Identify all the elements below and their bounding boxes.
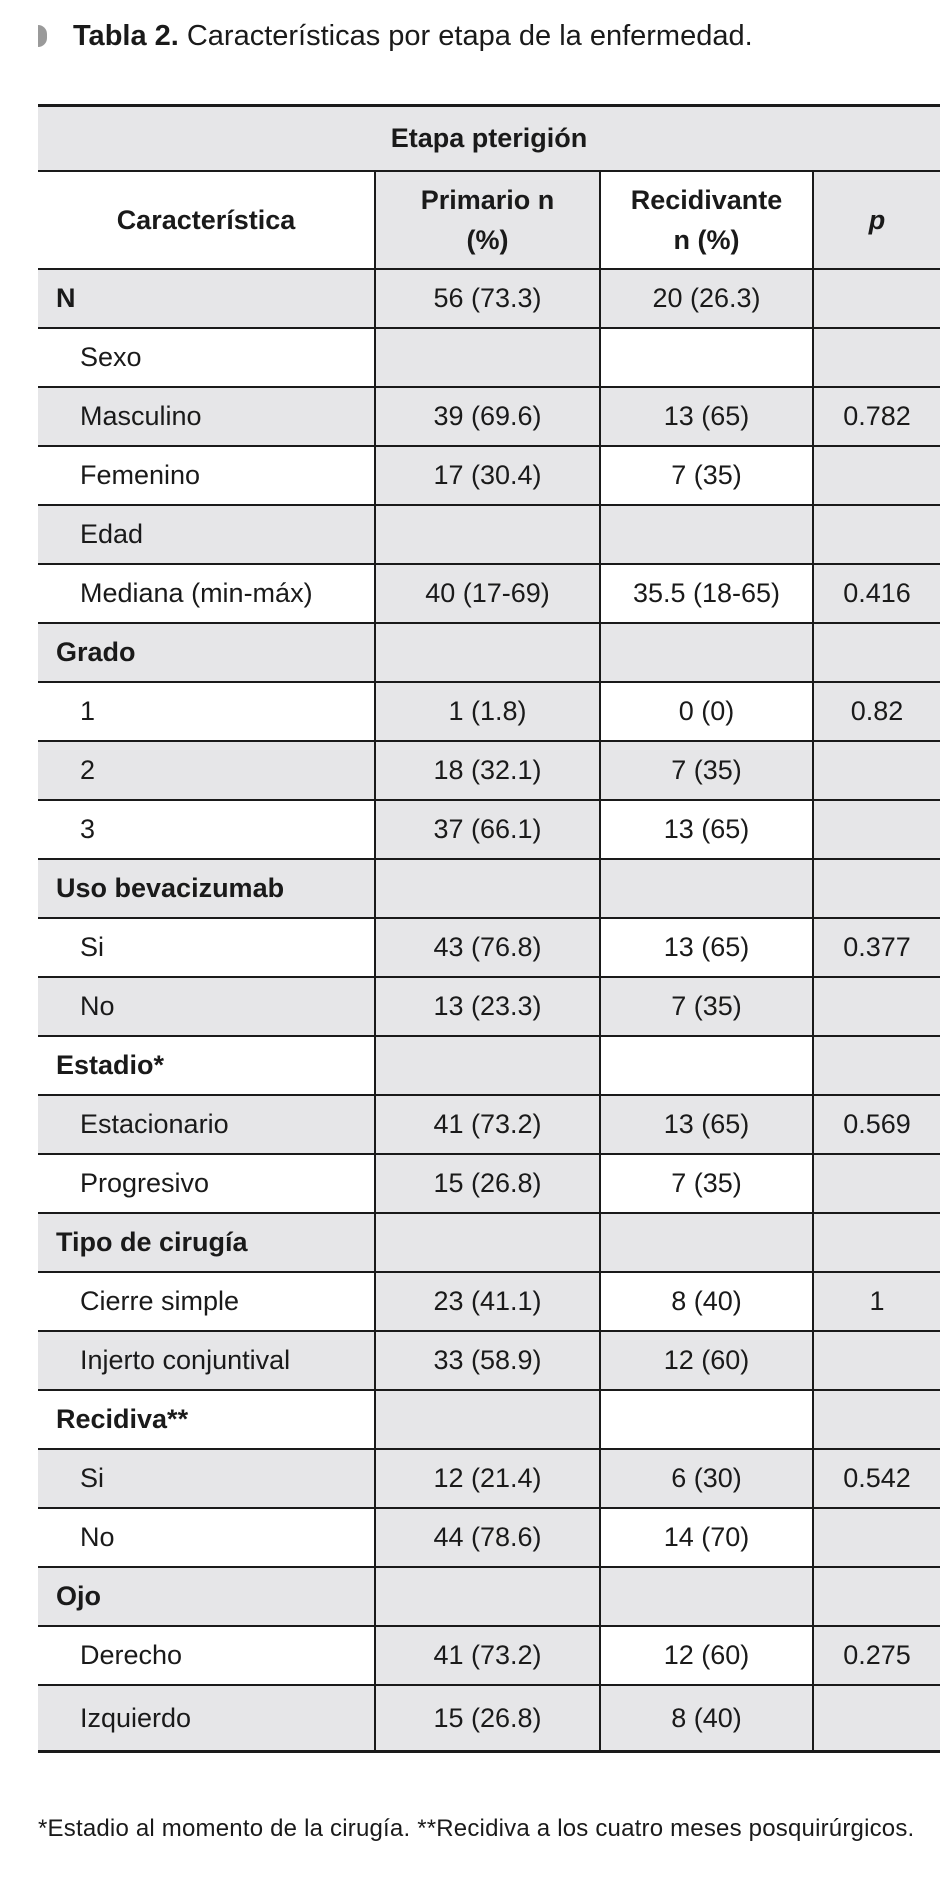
table-row [38,328,940,387]
cell-p [813,800,940,859]
table-row [38,1508,940,1567]
row-label: Femenino [38,446,375,505]
group-header-row [38,106,940,172]
row-label: No [38,1508,375,1567]
cell-primario: 13 (23.3) [375,977,600,1036]
table-row [38,446,940,505]
cell-primario: 12 (21.4) [375,1449,600,1508]
caption-label: Tabla 2. [73,19,179,52]
header-recidivante-line1: Recidivante [630,185,783,215]
table-row [38,1685,940,1752]
cell-p: 0.416 [813,564,940,623]
group-header: Etapa pterigión [38,106,940,172]
cell-recidivante: 0 (0) [600,682,813,741]
cell-recidivante: 14 (70) [600,1508,813,1567]
row-label: N [38,269,375,328]
row-label: 2 [38,741,375,800]
header-primario-line1: Primario n [420,185,555,215]
cell-recidivante: 7 (35) [600,741,813,800]
table-row [38,682,940,741]
row-label: Sexo [38,328,375,387]
row-label: Injerto conjuntival [38,1331,375,1390]
characteristics-table [38,104,940,1753]
cell-recidivante: 13 (65) [600,1095,813,1154]
cell-p [813,1567,940,1626]
cell-recidivante: 13 (65) [600,918,813,977]
table-row [38,564,940,623]
cell-primario: 15 (26.8) [375,1154,600,1213]
row-label: Ojo [38,1567,375,1626]
cell-primario [375,1390,600,1449]
table-row [38,1036,940,1095]
table-row [38,741,940,800]
cell-recidivante: 7 (35) [600,977,813,1036]
row-label: Cierre simple [38,1272,375,1331]
table-row [38,1331,940,1390]
cell-p [813,977,940,1036]
cell-p [813,269,940,328]
cell-p [813,1508,940,1567]
row-label: Izquierdo [38,1685,375,1752]
row-label: No [38,977,375,1036]
cell-primario [375,1036,600,1095]
table-row [38,1095,940,1154]
cell-p: 0.782 [813,387,940,446]
table-caption [38,16,753,56]
cell-primario: 37 (66.1) [375,800,600,859]
cell-primario [375,505,600,564]
table-row [38,918,940,977]
row-label: Grado [38,623,375,682]
cell-primario: 23 (41.1) [375,1272,600,1331]
cell-p [813,446,940,505]
cell-p [813,859,940,918]
row-label: Derecho [38,1626,375,1685]
table-row [38,800,940,859]
header-recidivante-line2: n (%) [673,225,740,255]
cell-p: 0.542 [813,1449,940,1508]
cell-p [813,1036,940,1095]
header-primario-line2: (%) [466,225,509,255]
row-label: 3 [38,800,375,859]
cell-recidivante: 12 (60) [600,1626,813,1685]
cell-recidivante [600,1213,813,1272]
row-label: Progresivo [38,1154,375,1213]
cell-p: 0.569 [813,1095,940,1154]
row-label: Mediana (min-máx) [38,564,375,623]
cell-recidivante [600,623,813,682]
cell-primario: 41 (73.2) [375,1626,600,1685]
header-primario [375,171,600,269]
cell-p [813,741,940,800]
column-header-row [38,171,940,269]
table-row [38,623,940,682]
table-row [38,1154,940,1213]
cell-primario: 40 (17-69) [375,564,600,623]
cell-primario: 1 (1.8) [375,682,600,741]
cell-recidivante: 20 (26.3) [600,269,813,328]
cell-p: 0.275 [813,1626,940,1685]
cell-p: 1 [813,1272,940,1331]
cell-primario [375,859,600,918]
table-row [38,1626,940,1685]
cell-recidivante: 12 (60) [600,1331,813,1390]
row-label: Si [38,1449,375,1508]
cell-primario: 17 (30.4) [375,446,600,505]
table-row [38,1272,940,1331]
row-label: Recidiva** [38,1390,375,1449]
caption-text: Características por etapa de la enfermedad. [186,19,753,52]
cell-recidivante: 7 (35) [600,446,813,505]
cell-primario [375,1567,600,1626]
cell-p [813,1331,940,1390]
table-row [38,1449,940,1508]
cell-recidivante: 8 (40) [600,1685,813,1752]
cell-recidivante [600,1390,813,1449]
row-label: Edad [38,505,375,564]
header-p [813,171,940,269]
row-label: Estacionario [38,1095,375,1154]
cell-recidivante: 13 (65) [600,800,813,859]
row-label: 1 [38,682,375,741]
cell-recidivante: 8 (40) [600,1272,813,1331]
row-label: Masculino [38,387,375,446]
table-row [38,1390,940,1449]
cell-p: 0.82 [813,682,940,741]
cell-p [813,1390,940,1449]
row-label: Uso bevacizumab [38,859,375,918]
header-caracteristica: Característica [38,171,375,269]
table-row [38,1213,940,1272]
cell-recidivante: 35.5 (18-65) [600,564,813,623]
table-row [38,977,940,1036]
caption-marker-icon [38,25,47,47]
table-footnote: *Estadio al momento de la cirugía. **Recidiva a los cuatro meses posquirúrgicos. [38,1815,915,1842]
cell-p [813,505,940,564]
cell-primario [375,328,600,387]
table-row [38,269,940,328]
row-label: Estadio* [38,1036,375,1095]
cell-p [813,328,940,387]
cell-p [813,623,940,682]
cell-recidivante [600,1567,813,1626]
cell-recidivante [600,859,813,918]
cell-primario: 43 (76.8) [375,918,600,977]
header-recidivante [600,171,813,269]
table-row [38,1567,940,1626]
cell-p [813,1685,940,1752]
cell-p: 0.377 [813,918,940,977]
cell-recidivante: 6 (30) [600,1449,813,1508]
table-row [38,387,940,446]
cell-primario [375,623,600,682]
row-label: Tipo de cirugía [38,1213,375,1272]
cell-primario: 39 (69.6) [375,387,600,446]
table-row [38,505,940,564]
cell-primario [375,1213,600,1272]
cell-recidivante: 7 (35) [600,1154,813,1213]
table-row [38,859,940,918]
cell-primario: 18 (32.1) [375,741,600,800]
header-p-text: p [868,205,886,235]
row-label: Si [38,918,375,977]
cell-recidivante [600,328,813,387]
cell-primario: 44 (78.6) [375,1508,600,1567]
cell-primario: 15 (26.8) [375,1685,600,1752]
cell-recidivante [600,505,813,564]
cell-primario: 56 (73.3) [375,269,600,328]
cell-primario: 41 (73.2) [375,1095,600,1154]
cell-recidivante: 13 (65) [600,387,813,446]
cell-primario: 33 (58.9) [375,1331,600,1390]
cell-p [813,1213,940,1272]
cell-recidivante [600,1036,813,1095]
cell-p [813,1154,940,1213]
